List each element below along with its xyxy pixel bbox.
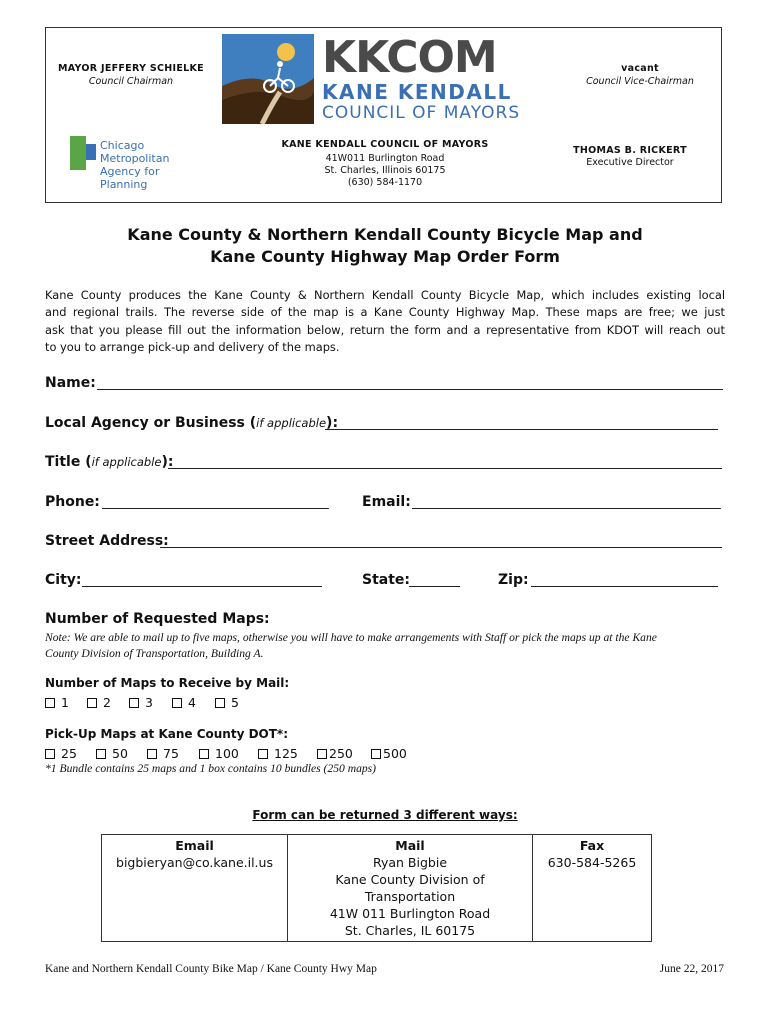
logo-subtitle-2: COUNCIL OF MAYORS — [322, 103, 521, 123]
email-header: Email — [175, 838, 214, 853]
form-title-line1: Kane County & Northern Kendall County Bicycle Map and — [127, 225, 643, 244]
council-phone: (630) 584-1170 — [347, 177, 423, 188]
pickup-maps-heading: Pick-Up Maps at Kane County DOT*: — [45, 727, 289, 741]
cyclist-logo-image — [222, 34, 314, 124]
checkbox[interactable] — [172, 698, 182, 708]
pickup-option-500[interactable] — [371, 746, 407, 761]
maps-note — [45, 630, 735, 662]
intro-line: and regional trails. The reverse side of the map is a Kane County Highway Map. These maps are free; we just — [45, 305, 725, 320]
logo-subtitle-1: KANE KENDALL — [322, 80, 512, 104]
return-methods-heading: Form can be returned 3 different ways: — [252, 808, 518, 822]
mail-line: 41W 011 Burlington Road — [329, 906, 491, 921]
option-label: 25 — [61, 746, 77, 761]
mail-maps-heading: Number of Maps to Receive by Mail: — [45, 676, 290, 690]
email-input-line[interactable] — [412, 508, 721, 509]
checkbox[interactable] — [147, 749, 157, 759]
pickup-option-100[interactable] — [199, 746, 258, 761]
option-label: 250 — [329, 746, 353, 761]
council-address-2: St. Charles, Illinois 60175 — [324, 165, 446, 176]
option-label: 500 — [383, 746, 407, 761]
zip-input-line[interactable] — [531, 586, 718, 587]
email-address[interactable]: bigbieryan@co.kane.il.us — [116, 855, 273, 870]
checkbox[interactable] — [45, 698, 55, 708]
street-input-line[interactable] — [160, 547, 722, 548]
city-input-line[interactable] — [82, 586, 322, 587]
pickup-option-125[interactable] — [258, 746, 317, 761]
mayor-name: MAYOR JEFFERY SCHIELKE — [58, 63, 204, 74]
phone-input-line[interactable] — [102, 508, 329, 509]
pickup-option-250[interactable] — [317, 746, 371, 761]
email-label: Email: — [362, 494, 411, 510]
title-label-end: ): — [161, 454, 174, 470]
street-label: Street Address: — [45, 533, 169, 549]
kkcom-logo — [222, 34, 544, 126]
pickup-option-25[interactable] — [45, 746, 96, 761]
logo-wordmark: KKCOM — [322, 32, 497, 83]
mail-line: Kane County Division of Transportation — [335, 872, 485, 904]
mail-line: Ryan Bigbie — [372, 855, 448, 870]
checkbox[interactable] — [317, 749, 327, 759]
agency-label-end: ): — [326, 415, 339, 431]
option-label: 5 — [231, 695, 239, 710]
checkbox[interactable] — [96, 749, 106, 759]
vice-chair-name: vacant — [621, 63, 659, 74]
title-label-text: Title ( — [45, 454, 92, 470]
vice-chair-title: Council Vice-Chairman — [586, 76, 694, 87]
form-title-line2: Kane County Highway Map Order Form — [210, 247, 560, 266]
director-title: Executive Director — [586, 157, 674, 168]
option-label: 3 — [145, 695, 153, 710]
agency-input-line[interactable] — [325, 429, 718, 430]
title-input-line[interactable] — [168, 468, 722, 469]
checkbox[interactable] — [199, 749, 209, 759]
option-label: 2 — [103, 695, 111, 710]
fax-cell — [533, 835, 652, 942]
mail-option-4[interactable] — [172, 695, 215, 710]
intro-line: to you to arrange pick-up and delivery of the maps. — [45, 339, 340, 354]
council-address-1: 41W011 Burlington Road — [325, 153, 445, 164]
footer-date: June 22, 2017 — [659, 963, 724, 975]
name-input-line[interactable] — [97, 389, 723, 390]
intro-paragraph — [45, 287, 725, 356]
zip-label: Zip: — [498, 572, 529, 588]
mail-option-2[interactable] — [87, 695, 129, 710]
agency-label-text: Local Agency or Business ( — [45, 415, 257, 431]
email-cell — [102, 835, 288, 942]
footer-left: Kane and Northern Kendall County Bike Map / Kane County Hwy Map — [45, 963, 377, 975]
option-label: 50 — [112, 746, 128, 761]
option-label: 100 — [215, 746, 239, 761]
city-label: City: — [45, 572, 82, 588]
bundle-note: *1 Bundle contains 25 maps and 1 box contains 10 bundles (250 maps) — [45, 762, 377, 775]
mail-header: Mail — [395, 838, 425, 853]
intro-line: Kane County produces the Kane County & Northern Kendall County Bicycle Map, which includes existing local — [45, 288, 725, 302]
cmap-name-line2: Agency for Planning — [100, 165, 160, 191]
mail-option-3[interactable] — [129, 695, 172, 710]
mayor-title: Council Chairman — [88, 76, 174, 87]
title-label — [45, 454, 174, 470]
state-input-line[interactable] — [409, 586, 460, 587]
cmap-logo — [70, 136, 210, 191]
checkbox[interactable] — [87, 698, 97, 708]
intro-line: ask that you please fill out the information below, return the form and a representative from KDOT will reach out — [45, 322, 725, 337]
checkbox[interactable] — [258, 749, 268, 759]
mail-option-1[interactable] — [45, 695, 87, 710]
mail-option-5[interactable] — [215, 695, 239, 710]
fax-header: Fax — [579, 838, 605, 853]
cmap-name-line1: Chicago Metropolitan — [100, 139, 170, 165]
agency-label-paren: if applicable — [256, 416, 327, 430]
council-name: KANE KENDALL COUNCIL OF MAYORS — [281, 139, 489, 150]
agency-label — [45, 415, 338, 431]
mail-line: St. Charles, IL 60175 — [344, 923, 476, 938]
checkbox[interactable] — [215, 698, 225, 708]
mail-options — [45, 692, 239, 711]
return-methods-table — [101, 834, 652, 942]
requested-maps-heading: Number of Requested Maps: — [45, 611, 270, 627]
name-label: Name: — [45, 375, 96, 391]
pickup-options — [45, 743, 407, 762]
title-label-paren: if applicable — [91, 455, 162, 469]
director-name: THOMAS B. RICKERT — [573, 145, 687, 156]
pickup-option-75[interactable] — [147, 746, 199, 761]
cmap-logo-icon — [70, 136, 98, 170]
phone-label: Phone: — [45, 494, 100, 510]
maps-note-line2: County Division of Transportation, Building A. — [45, 647, 264, 660]
option-label: 4 — [188, 695, 196, 710]
checkbox[interactable] — [129, 698, 139, 708]
option-label: 75 — [163, 746, 179, 761]
checkbox[interactable] — [45, 749, 55, 759]
mail-cell — [288, 835, 533, 942]
option-label: 1 — [61, 695, 69, 710]
maps-note-line1: Note: We are able to mail up to five maps, otherwise you will have to make arrangements with Staff or pick the maps up at the Kane — [45, 631, 657, 644]
fax-number: 630-584-5265 — [547, 855, 637, 870]
checkbox[interactable] — [371, 749, 381, 759]
pickup-option-50[interactable] — [96, 746, 147, 761]
state-label: State: — [362, 572, 411, 588]
option-label: 125 — [274, 746, 298, 761]
